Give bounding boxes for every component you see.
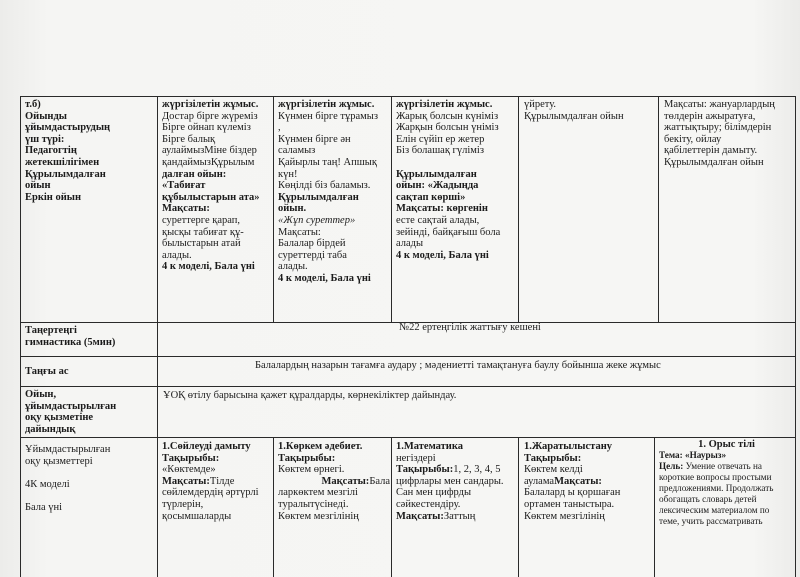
gym-row-text: №22 ертеңгілік жаттығу кешені [399, 322, 541, 333]
gym-row-label: Таңертеңгі гимнастика (5мин) [25, 325, 116, 348]
col-divider-1-lessons [273, 437, 274, 577]
games-cell-wednesday: жүргізілетін жұмыс. Жарық болсын күніміз Жарқын болсын үніміз Елін сүйіп ер жетер Біз болашақ гүліміз Құрылымдалған ойын: «Жадыңда сақтап көрші» Мақсаты: көргенін есте сақтай алады, зейінді, байқағыш бола алады 4 к моделі, Бала үні [396, 99, 501, 261]
col-divider-1 [273, 96, 274, 322]
col-divider-2-lessons [391, 437, 392, 577]
lessons-row-label: Ұйымдастырылған оқу қызметтері 4К моделі Бала үні [25, 444, 111, 513]
col-divider-label [157, 96, 158, 577]
table-top-border [20, 96, 795, 97]
lesson-literature: 1.Көркем әдебиет. Тақырыбы: Көктем өрнегі. Мақсаты:Бала ларкөктем мезгілі туралытүсінеді. Көктем мезгілінің [278, 441, 390, 522]
prep-row-label: Ойын, ұйымдастырылған оқу қызметіне дайындық [25, 389, 117, 435]
col-divider-2 [391, 96, 392, 322]
row-divider-lessons [20, 437, 795, 438]
games-cell-monday: жүргізілетін жұмыс. Достар бірге жүреміз Бірге ойнап күлеміз Бірге балық аулаймызМіне біздер қандаймызҚұрылым далған ойын: «Табиғат құбылыстарын ата» Мақсаты: суреттерге қарап, қысқы табиғат құ- былыстарын атай алады. 4 к моделі, Бала үні [162, 99, 260, 273]
col-divider-4-lessons [654, 437, 655, 577]
lesson-math: 1.Математика негіздері Тақырыбы:1, 2, 3, 4, 5 цифрлары мен сандары. Сан мен цифрды сәйкестендіру. Мақсаты:Заттың [396, 441, 504, 522]
col-divider-3-lessons [518, 437, 519, 577]
games-cell-tuesday: жүргізілетін жұмыс. Күнмен бірге тұрамыз , Күнмен бірге ән саламыз Қайырлы таң! Апшық күн! Көңілді біз баламыз. Құрылымдалған ойын. «Жұп суреттер» Мақсаты: Балалар бірдей суреттерді таба алады. 4 к моделі, Бала үні [278, 99, 378, 284]
table-left-border [20, 96, 21, 577]
games-cell-thursday: үйрету. Құрылымдалған ойын [524, 99, 624, 122]
games-cell-friday: Мақсаты: жануарлардың төлдерін ажыратуға, жаттықтыру; білімдерін бекіту, ойлау қабілеттерін дамыту. Құрылымдалған ойын [664, 99, 775, 168]
breakfast-row-label: Таңғы ас [25, 366, 69, 377]
prep-row-text: ҰОҚ өтілу барысына қажет құралдарды, көрнекіліктер дайындау. [163, 390, 457, 401]
row-divider-breakfast [20, 356, 795, 357]
lesson-speech: 1.Сөйлеуді дамыту Тақырыбы: «Көктемде» Мақсаты:Тілде сөйлемдердің әртүрлі түрлерін, қосымшаларды [162, 441, 259, 522]
lesson-russian: 1. Орыс тілі Тема: «Наурыз» Цель: Умение отвечать на короткие вопросы простыми предложениями. Продолжать обогащать словарь детей лексическим материалом по теме, учить рассматривать [659, 439, 774, 526]
row-divider-prep [20, 386, 795, 387]
col-divider-4 [658, 96, 659, 322]
games-row-label: т.б) Ойынды ұйымдастырудың үш түрі: Педагогтің жетекшілігімен Құрылымдалған ойын Еркін ойын [25, 99, 111, 203]
col-divider-3 [518, 96, 519, 322]
table-right-border [795, 96, 796, 577]
lesson-nature: 1.Жаратылыстану Тақырыбы: Көктем келді ауламаМақсаты: Балалард ы қоршаған ортамен таныстыра. Көктем мезгілінің [524, 441, 621, 522]
breakfast-row-text: Балалардың назарын тағамға аудару ; мәдениетті тамақтануға баулу бойынша жеке жұмыс [255, 360, 661, 371]
